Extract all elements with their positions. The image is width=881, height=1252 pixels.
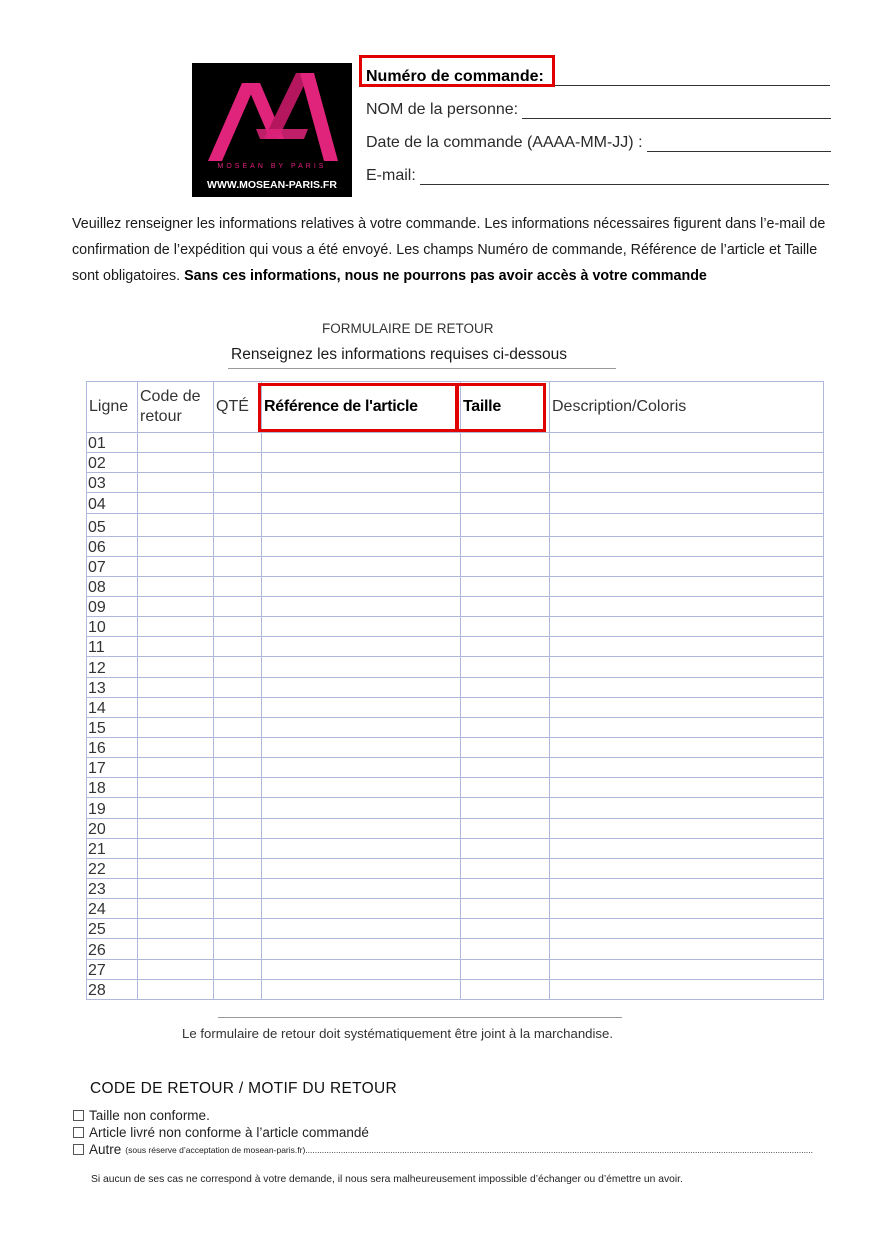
row-number: 05 [87, 513, 138, 536]
quantity-cell[interactable] [214, 919, 262, 939]
row-number: 09 [87, 596, 138, 616]
quantity-cell[interactable] [214, 818, 262, 838]
row-number: 23 [87, 878, 138, 898]
quantity-cell[interactable] [214, 556, 262, 576]
size-cell[interactable] [461, 959, 550, 979]
row-number: 01 [87, 433, 138, 453]
logo-brand-text: MOSEAN BY PARIS [217, 163, 327, 170]
row-number: 25 [87, 919, 138, 939]
description-cell[interactable] [550, 513, 824, 536]
description-cell[interactable] [550, 536, 824, 556]
row-number: 28 [87, 979, 138, 999]
quantity-cell[interactable] [214, 617, 262, 637]
return-code-cell[interactable] [138, 493, 214, 513]
quantity-cell[interactable] [214, 899, 262, 919]
fill-in-line[interactable]: ....................................................................................................................................................................................................................... [305, 1144, 814, 1155]
quantity-cell[interactable] [214, 939, 262, 959]
quantity-cell[interactable] [214, 473, 262, 493]
quantity-cell[interactable] [214, 979, 262, 999]
row-number: 12 [87, 657, 138, 677]
table-row [87, 939, 824, 959]
return-code-cell[interactable] [138, 878, 214, 898]
size-cell[interactable] [461, 536, 550, 556]
reference-cell[interactable] [262, 433, 461, 453]
form-subtitle: Renseignez les informations requises ci-dessous [231, 346, 567, 363]
size-cell[interactable] [461, 758, 550, 778]
return-code-cell[interactable] [138, 453, 214, 473]
size-cell[interactable] [461, 657, 550, 677]
row-number: 04 [87, 493, 138, 513]
reference-cell[interactable] [262, 979, 461, 999]
table-row [87, 473, 824, 493]
quantity-cell[interactable] [214, 858, 262, 878]
return-code-cell[interactable] [138, 536, 214, 556]
return-table [86, 381, 824, 1000]
quantity-cell[interactable] [214, 513, 262, 536]
table-row [87, 838, 824, 858]
table-row [87, 677, 824, 697]
table-row [87, 758, 824, 778]
reference-cell[interactable] [262, 878, 461, 898]
row-number: 16 [87, 737, 138, 757]
size-cell[interactable] [461, 979, 550, 999]
quantity-cell[interactable] [214, 536, 262, 556]
row-number: 20 [87, 818, 138, 838]
order-number-label: Numéro de commande: [366, 68, 544, 85]
reference-cell[interactable] [262, 596, 461, 616]
order-date-field[interactable] [366, 128, 831, 152]
table-row [87, 858, 824, 878]
email-line[interactable] [420, 166, 829, 185]
size-cell[interactable] [461, 677, 550, 697]
row-number: 07 [87, 556, 138, 576]
intro-bold-text: Sans ces informations, nous ne pourrons pas avoir accès à votre commande [184, 268, 707, 284]
table-row [87, 979, 824, 999]
description-cell[interactable] [550, 717, 824, 737]
quantity-cell[interactable] [214, 433, 262, 453]
reference-cell[interactable] [262, 513, 461, 536]
logo-mark-icon [204, 69, 340, 165]
size-highlight [456, 383, 546, 432]
reference-cell[interactable] [262, 919, 461, 939]
description-cell[interactable] [550, 838, 824, 858]
table-row [87, 818, 824, 838]
reference-cell[interactable] [262, 838, 461, 858]
description-cell[interactable] [550, 758, 824, 778]
row-number: 18 [87, 778, 138, 798]
return-code-cell[interactable] [138, 556, 214, 576]
header-reference: Référence de l'article [262, 382, 461, 433]
quantity-cell[interactable] [214, 453, 262, 473]
size-cell[interactable] [461, 858, 550, 878]
size-cell[interactable] [461, 838, 550, 858]
table-row [87, 899, 824, 919]
description-cell[interactable] [550, 899, 824, 919]
size-cell[interactable] [461, 919, 550, 939]
row-number: 08 [87, 576, 138, 596]
reference-cell[interactable] [262, 737, 461, 757]
return-code-cell[interactable] [138, 758, 214, 778]
description-cell[interactable] [550, 878, 824, 898]
size-cell[interactable] [461, 717, 550, 737]
reference-cell[interactable] [262, 473, 461, 493]
description-cell[interactable] [550, 556, 824, 576]
description-cell[interactable] [550, 453, 824, 473]
option-size-mismatch[interactable] [73, 1108, 210, 1123]
size-cell[interactable] [461, 617, 550, 637]
row-number: 02 [87, 453, 138, 473]
return-code-cell[interactable] [138, 513, 214, 536]
reference-highlight [258, 383, 458, 432]
checkbox[interactable] [73, 1127, 84, 1138]
return-code-cell[interactable] [138, 637, 214, 657]
option-label: Autre [89, 1142, 122, 1157]
size-cell[interactable] [461, 596, 550, 616]
table-row [87, 556, 824, 576]
table-row [87, 737, 824, 757]
table-row [87, 778, 824, 798]
return-codes-title: CODE DE RETOUR / MOTIF DU RETOUR [90, 1080, 397, 1097]
row-number: 19 [87, 798, 138, 818]
description-cell[interactable] [550, 657, 824, 677]
return-code-cell[interactable] [138, 596, 214, 616]
person-name-line[interactable] [522, 100, 831, 119]
description-cell[interactable] [550, 637, 824, 657]
description-cell[interactable] [550, 818, 824, 838]
size-cell[interactable] [461, 453, 550, 473]
quantity-cell[interactable] [214, 737, 262, 757]
email-label: E-mail: [366, 167, 416, 184]
return-code-cell[interactable] [138, 919, 214, 939]
header-description: Description/Coloris [550, 382, 824, 433]
reference-cell[interactable] [262, 798, 461, 818]
checkbox[interactable] [73, 1144, 84, 1155]
option-note: (sous réserve d’acceptation de mosean-paris.fr) [125, 1144, 306, 1155]
return-code-cell[interactable] [138, 576, 214, 596]
row-number: 17 [87, 758, 138, 778]
intro-text: Veuillez renseigner les informations relatives à votre commande. Les informations nécessaires figurent dans l’e-mail de confirmation de l’expédition qui vous a été envoyé. Les champs Numéro de commande, Référence de l’article et Taille sont obligatoires. [72, 216, 826, 284]
return-code-cell[interactable] [138, 473, 214, 493]
size-cell[interactable] [461, 513, 550, 536]
header-line: Ligne [87, 382, 138, 433]
description-cell[interactable] [550, 778, 824, 798]
size-cell[interactable] [461, 737, 550, 757]
reference-cell[interactable] [262, 493, 461, 513]
return-code-cell[interactable] [138, 899, 214, 919]
description-cell[interactable] [550, 959, 824, 979]
table-row [87, 453, 824, 473]
row-number: 27 [87, 959, 138, 979]
table-row [87, 536, 824, 556]
reference-cell[interactable] [262, 576, 461, 596]
description-cell[interactable] [550, 697, 824, 717]
header-return-code: Code de retour [138, 382, 214, 433]
reference-cell[interactable] [262, 858, 461, 878]
mosean-logo [192, 63, 352, 197]
reference-cell[interactable] [262, 959, 461, 979]
footer-note: Le formulaire de retour doit systématiquement être joint à la marchandise. [182, 1026, 614, 1041]
description-cell[interactable] [550, 919, 824, 939]
size-cell[interactable] [461, 878, 550, 898]
quantity-cell[interactable] [214, 838, 262, 858]
option-wrong-item[interactable] [73, 1125, 369, 1140]
size-cell[interactable] [461, 433, 550, 453]
description-cell[interactable] [550, 473, 824, 493]
quantity-cell[interactable] [214, 677, 262, 697]
return-code-cell[interactable] [138, 677, 214, 697]
form-title: FORMULAIRE DE RETOUR [322, 321, 494, 336]
table-row [87, 657, 824, 677]
quantity-cell[interactable] [214, 493, 262, 513]
size-cell[interactable] [461, 939, 550, 959]
subtitle-divider [228, 368, 616, 369]
reference-cell[interactable] [262, 899, 461, 919]
reference-cell[interactable] [262, 453, 461, 473]
intro-paragraph [72, 211, 832, 289]
table-row [87, 493, 824, 513]
footer-divider [218, 1017, 622, 1018]
return-code-cell[interactable] [138, 778, 214, 798]
quantity-cell[interactable] [214, 717, 262, 737]
description-cell[interactable] [550, 677, 824, 697]
table-row [87, 433, 824, 453]
table-row [87, 637, 824, 657]
table-body [87, 433, 824, 1000]
reference-cell[interactable] [262, 556, 461, 576]
reference-cell[interactable] [262, 717, 461, 737]
size-cell[interactable] [461, 818, 550, 838]
quantity-cell[interactable] [214, 758, 262, 778]
row-number: 22 [87, 858, 138, 878]
quantity-cell[interactable] [214, 778, 262, 798]
row-number: 15 [87, 717, 138, 737]
row-number: 06 [87, 536, 138, 556]
order-date-line[interactable] [647, 133, 831, 152]
email-field[interactable] [366, 161, 829, 185]
return-code-cell[interactable] [138, 433, 214, 453]
description-cell[interactable] [550, 939, 824, 959]
return-code-cell[interactable] [138, 939, 214, 959]
table-row [87, 798, 824, 818]
option-label: Taille non conforme. [89, 1108, 210, 1123]
row-number: 26 [87, 939, 138, 959]
row-number: 13 [87, 677, 138, 697]
description-cell[interactable] [550, 576, 824, 596]
size-cell[interactable] [461, 473, 550, 493]
order-date-label: Date de la commande (AAAA-MM-JJ) : [366, 134, 643, 151]
disclaimer: Si aucun de ses cas ne correspond à votre demande, il nous sera malheureusement impossible d’échanger ou d’émettre un avoir. [91, 1174, 683, 1185]
reference-cell[interactable] [262, 758, 461, 778]
table-row [87, 697, 824, 717]
description-cell[interactable] [550, 737, 824, 757]
size-cell[interactable] [461, 493, 550, 513]
quantity-cell[interactable] [214, 798, 262, 818]
return-code-cell[interactable] [138, 717, 214, 737]
quantity-cell[interactable] [214, 878, 262, 898]
size-cell[interactable] [461, 798, 550, 818]
reference-cell[interactable] [262, 818, 461, 838]
size-cell[interactable] [461, 637, 550, 657]
size-cell[interactable] [461, 556, 550, 576]
description-cell[interactable] [550, 433, 824, 453]
quantity-cell[interactable] [214, 596, 262, 616]
logo-website: WWW.MOSEAN-PARIS.FR [207, 179, 337, 191]
quantity-cell[interactable] [214, 637, 262, 657]
reference-cell[interactable] [262, 617, 461, 637]
description-cell[interactable] [550, 979, 824, 999]
row-number: 21 [87, 838, 138, 858]
return-code-cell[interactable] [138, 798, 214, 818]
return-code-cell[interactable] [138, 737, 214, 757]
table-row [87, 576, 824, 596]
return-code-cell[interactable] [138, 979, 214, 999]
quantity-cell[interactable] [214, 697, 262, 717]
quantity-cell[interactable] [214, 657, 262, 677]
return-code-cell[interactable] [138, 858, 214, 878]
option-other[interactable] [73, 1142, 814, 1157]
table-row [87, 959, 824, 979]
table-row [87, 878, 824, 898]
reference-cell[interactable] [262, 657, 461, 677]
person-name-field[interactable] [366, 95, 831, 119]
description-cell[interactable] [550, 493, 824, 513]
description-cell[interactable] [550, 858, 824, 878]
quantity-cell[interactable] [214, 576, 262, 596]
order-number-highlight [359, 55, 555, 87]
size-cell[interactable] [461, 899, 550, 919]
row-number: 11 [87, 637, 138, 657]
return-code-cell[interactable] [138, 697, 214, 717]
header-size: Taille [461, 382, 550, 433]
description-cell[interactable] [550, 596, 824, 616]
quantity-cell[interactable] [214, 959, 262, 979]
header-quantity: QTÉ [214, 382, 262, 433]
size-cell[interactable] [461, 778, 550, 798]
table-row [87, 919, 824, 939]
reference-cell[interactable] [262, 778, 461, 798]
table-row [87, 596, 824, 616]
description-cell[interactable] [550, 617, 824, 637]
checkbox[interactable] [73, 1110, 84, 1121]
reference-cell[interactable] [262, 697, 461, 717]
return-code-cell[interactable] [138, 959, 214, 979]
row-number: 10 [87, 617, 138, 637]
return-code-cell[interactable] [138, 838, 214, 858]
size-cell[interactable] [461, 576, 550, 596]
reference-cell[interactable] [262, 939, 461, 959]
reference-cell[interactable] [262, 536, 461, 556]
table-row [87, 617, 824, 637]
return-code-cell[interactable] [138, 617, 214, 637]
description-cell[interactable] [550, 798, 824, 818]
size-cell[interactable] [461, 697, 550, 717]
return-code-cell[interactable] [138, 818, 214, 838]
table-row [87, 513, 824, 536]
row-number: 03 [87, 473, 138, 493]
reference-cell[interactable] [262, 637, 461, 657]
order-number-line[interactable] [548, 67, 830, 86]
reference-cell[interactable] [262, 677, 461, 697]
row-number: 14 [87, 697, 138, 717]
row-number: 24 [87, 899, 138, 919]
return-code-cell[interactable] [138, 657, 214, 677]
table-row [87, 717, 824, 737]
option-label: Article livré non conforme à l’article commandé [89, 1125, 369, 1140]
person-name-label: NOM de la personne: [366, 101, 519, 118]
